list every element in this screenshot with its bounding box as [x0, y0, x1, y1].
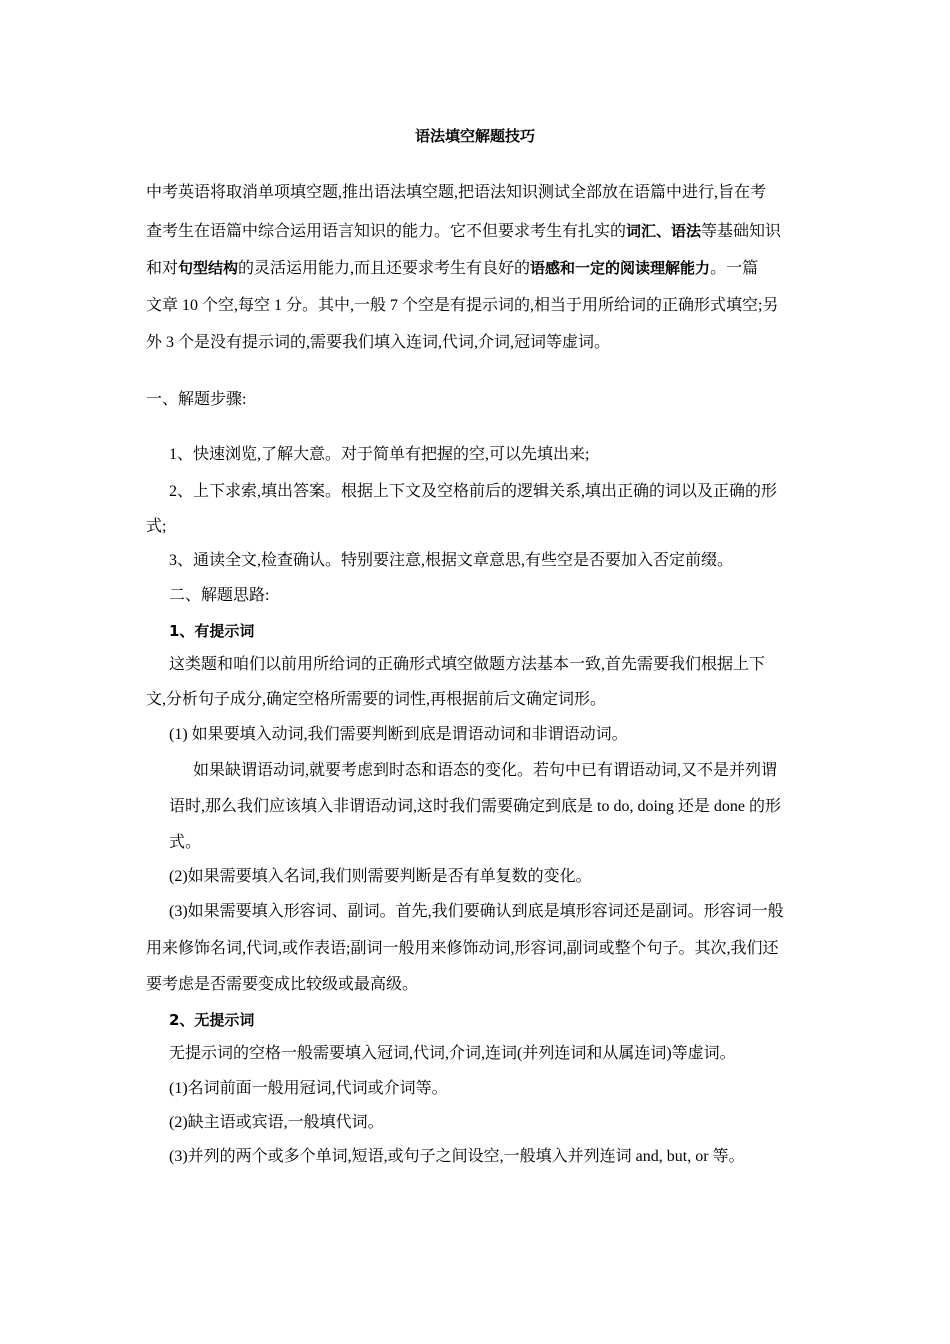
- step-3: 3、通读全文,检查确认。特别要注意,根据文章意思,有些空是否要加入否定前缀。: [169, 552, 734, 569]
- item-adj-adv-line-1: (3)如果需要填入形容词、副词。首先,我们要确认到底是填形容词还是副词。形容词一般: [169, 903, 784, 920]
- intro-text: 查考生在语篇中综合运用语言知识的能力。它不但要求考生有扎实的: [146, 223, 627, 240]
- intro-text: 的灵活运用能力,而且还要求考生有良好的: [238, 260, 531, 277]
- item-adj-adv-line-3: 要考虑是否需要变成比较级或最高级。: [146, 976, 419, 993]
- section-1-heading: 一、解题步骤:: [146, 391, 247, 408]
- intro-line-2: [146, 221, 781, 242]
- intro-line-4: 文章 10 个空,每空 1 分。其中,一般 7 个空是有提示词的,相当于用所给词的正确形式填空;另: [146, 297, 779, 314]
- item-verb-detail-line-1: 如果缺谓语动词,就要考虑到时态和语态的变化。若句中已有谓语动词,又不是并列谓: [193, 762, 778, 779]
- subsection-1-para-line-2: 文,分析句子成分,确定空格所需要的词性,再根据前后文确定词形。: [146, 691, 607, 708]
- step-2-line-2: 式;: [146, 518, 167, 535]
- intro-line-5: 外 3 个是没有提示词的,需要我们填入连词,代词,介词,冠词等虚词。: [146, 334, 611, 351]
- intro-line-3: [146, 258, 758, 279]
- item-verb-detail-line-3: 式。: [169, 834, 202, 851]
- subsection-2-para: 无提示词的空格一般需要填入冠词,代词,介词,连词(并列连词和从属连词)等虚词。: [169, 1045, 736, 1062]
- intro-line-1: 中考英语将取消单项填空题,推出语法填空题,把语法知识测试全部放在语篇中进行,旨在考: [146, 184, 767, 201]
- bold-term-reading: 语感和一定的阅读理解能力: [530, 259, 711, 277]
- step-1: 1、快速浏览,了解大意。对于简单有把握的空,可以先填出来;: [169, 446, 590, 463]
- item-pronoun: (2)缺主语或宾语,一般填代词。: [169, 1114, 384, 1131]
- intro-text: 等基础知识: [701, 223, 782, 240]
- item-verb: (1) 如果要填入动词,我们需要判断到底是谓语动词和非谓语动词。: [169, 726, 628, 743]
- item-conjunction: (3)并列的两个或多个单词,短语,或句子之间设空,一般填入并列连词 and, but, or 等。: [169, 1148, 745, 1165]
- bold-term-sentence-structure: 句型结构: [178, 259, 239, 277]
- subsection-1-heading: 1、有提示词: [169, 622, 255, 640]
- step-2-line-1: 2、上下求索,填出答案。根据上下文及空格前后的逻辑关系,填出正确的词以及正确的形: [169, 483, 778, 500]
- bold-term-vocab-grammar: 词汇、语法: [626, 222, 702, 240]
- item-verb-detail-line-2: 语时,那么我们应该填入非谓语动词,这时我们需要确定到底是 to do, doing 还是 done 的形: [169, 798, 781, 815]
- document-title: 语法填空解题技巧: [414, 127, 535, 145]
- section-2-heading: 二、解题思路:: [169, 587, 270, 604]
- item-noun: (2)如果需要填入名词,我们则需要判断是否有单复数的变化。: [169, 868, 592, 885]
- intro-text: 和对: [146, 260, 179, 277]
- subsection-2-heading: 2、无提示词: [169, 1011, 255, 1029]
- subsection-1-para-line-1: 这类题和咱们以前用所给词的正确形式填空做题方法基本一致,首先需要我们根据上下: [169, 656, 766, 673]
- intro-text: 。一篇: [710, 260, 759, 277]
- item-article: (1)名词前面一般用冠词,代词或介词等。: [169, 1080, 448, 1097]
- item-adj-adv-line-2: 用来修饰名词,代词,或作表语;副词一般用来修饰动词,形容词,副词或整个句子。其次,我们还: [146, 940, 779, 957]
